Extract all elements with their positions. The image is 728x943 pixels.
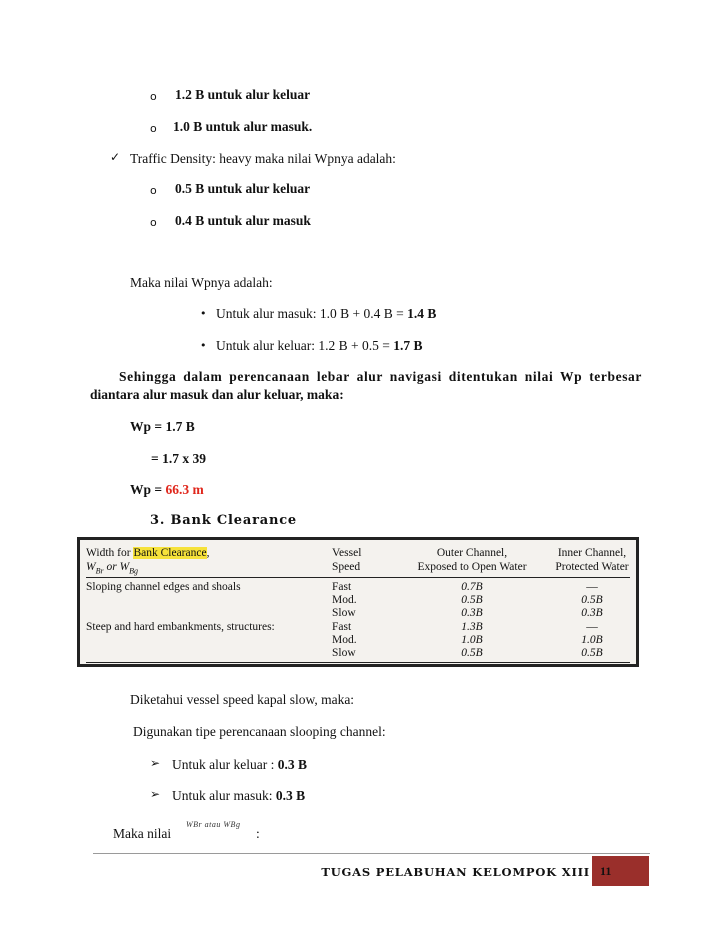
table-header-outer-sub: Exposed to Open Water [417,561,527,573]
wp-result: Wp = 66.3 m [130,482,204,497]
table-header-inner-sub: Protected Water [555,561,629,573]
list-bullet: • [200,307,207,320]
table-header-speed: Speed [332,561,361,573]
wp-calc: = 1.7 x 39 [151,451,206,466]
list-bullet: o [150,90,157,103]
table-rule [86,662,630,663]
list-item: Untuk alur masuk: 0.3 B [172,788,306,803]
maka-nilai-text: Maka nilai [113,826,172,841]
check-icon: ✓ [110,150,121,164]
formula-image: WBr atau WBg [186,820,241,829]
calc-line: Untuk alur masuk: 1.0 B + 0.4 B = 1.4 B [216,306,437,321]
list-item: Untuk alur keluar : 0.3 B [172,757,307,772]
footer-divider [93,853,650,854]
list-bullet: o [150,122,157,135]
arrow-icon: ➢ [150,756,161,770]
table-header-width: Width for Bank Clearance, [86,547,210,559]
list-bullet: o [150,216,157,229]
table-header-inner: Inner Channel, [557,547,627,559]
maka-wp-text: Maka nilai Wpnya adalah: [130,275,273,290]
bank-clearance-table: Width for Bank Clearance, $W_{Br}$ or $W_{Bg}$ Vessel Speed Outer Channel, Exposed to Open Water Inner Channel, Protected Water Sloping channel edges and shoals Fast 0.7B — Mod. 0.5B 0.5B Slow 0.3B 0.3B Steep and hard embankments, structures: Fast 1.3B — Mod. 1.0B 1.0B Slow 0.5B 0.5B [77,537,639,667]
conclusion-line-2: diantara alur masuk dan alur keluar, maka: [90,387,344,402]
footer-title: TUGAS PELABUHAN KELOMPOK XIII [321,865,590,879]
section-heading: 3. Bank Clearance [150,513,297,528]
list-item: 0.5 B untuk alur keluar [175,181,311,196]
maka-nilai-colon: : [256,826,260,841]
list-item: 1.2 B untuk alur keluar [175,87,311,102]
list-bullet: • [200,339,207,352]
list-item: 0.4 B untuk alur masuk [175,213,311,228]
conclusion-line-1: Sehingga dalam perencanaan lebar alur navigasi ditentukan nilai Wp terbesar [119,369,642,384]
table-header-outer: Outer Channel, [436,547,508,559]
wp-formula: Wp = 1.7 B [130,419,195,434]
table-rule [86,577,630,578]
list-bullet: o [150,184,157,197]
arrow-icon: ➢ [150,787,161,801]
digunakan-text: Digunakan tipe perencanaan slooping channel: [133,724,386,739]
calc-line: Untuk alur keluar: 1.2 B + 0.5 = 1.7 B [216,338,423,353]
table-header-symbol: $W_{Br}$ or $W_{Bg}$ [86,561,139,576]
page-number: 11 [592,856,649,886]
diketahui-text: Diketahui vessel speed kapal slow, maka: [130,692,355,707]
list-item: 1.0 B untuk alur masuk. [173,119,313,134]
table-header-vessel: Vessel [332,547,362,559]
traffic-density-text: Traffic Density: heavy maka nilai Wpnya adalah: [130,151,396,166]
